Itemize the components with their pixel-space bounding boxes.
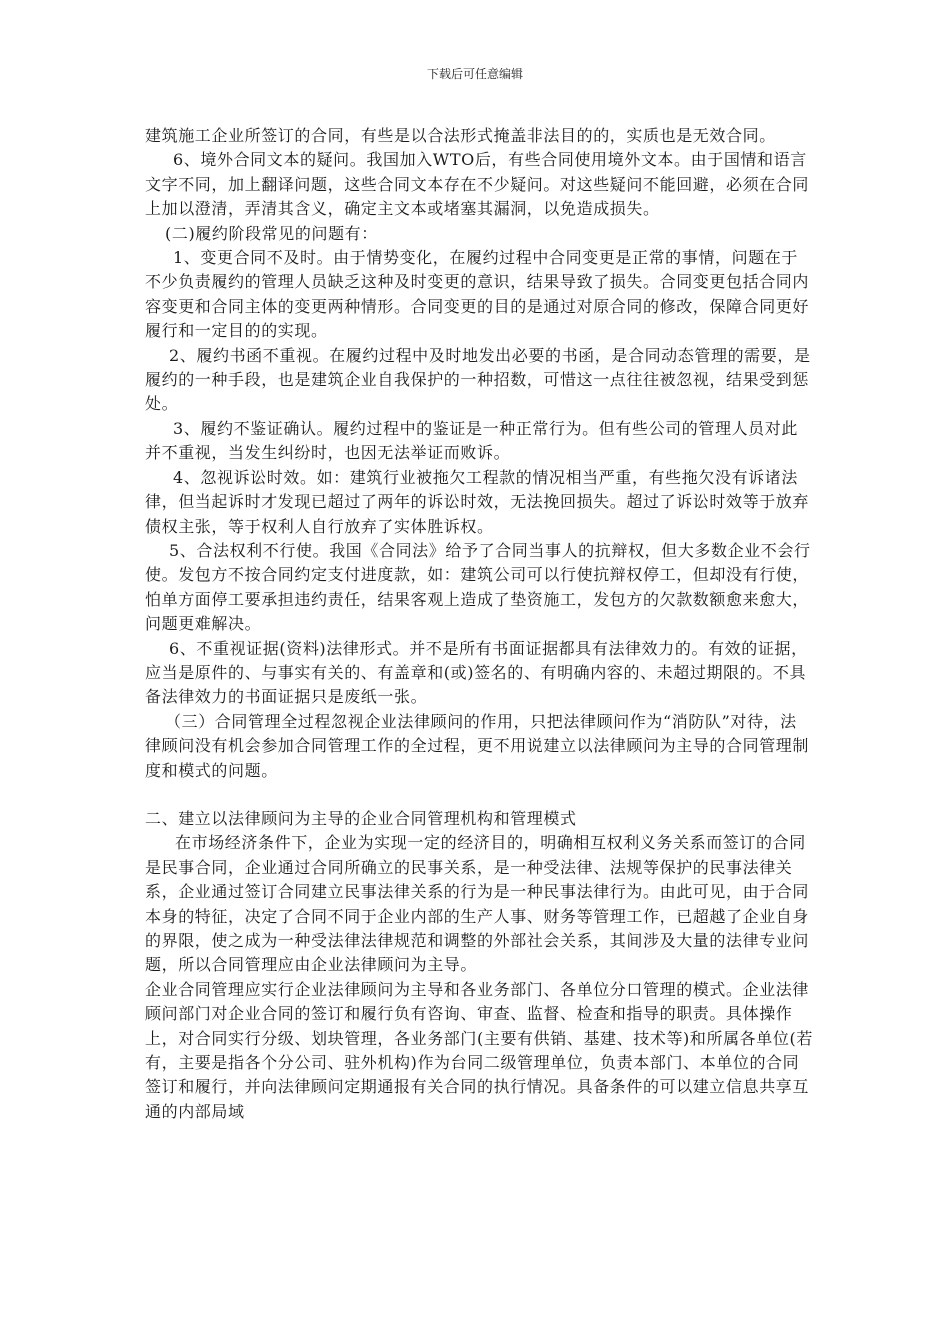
paragraph: 企业合同管理应实行企业法律顾问为主导和各业务部门、各单位分口管理的模式。企业法律顾问部门对企业合同的签订和履行负有咨询、审查、监督、检查和指导的职责。具体操作上，对合同实行分级、划块管理，各业务部门(主要有供销、基建、技术等)和所属各单位(若有，主要是指各个分公司、驻外机构)作为台同二级管理单位，负责本部门、本单位的合同签订和履行，并向法律顾问定期通报有关合同的执行情况。具备条件的可以建立信息共享互通的内部局域 bbox=[145, 979, 813, 1121]
chapter-heading: 二、建立以法律顾问为主导的企业合同管理机构和管理模式 bbox=[145, 808, 577, 828]
paragraph: 在市场经济条件下，企业为实现一定的经济目的，明确相互权利义务关系而签订的合同是民事合同，企业通过合同所确立的民事关系，是一种受法律、法规等保护的民事法律关系，企业通过签订合同建立民事法律关系的行为是一种民事法律行为。由此可见，由于合同本身的特征，决定了合同不同于企业内部的生产人事、财务等管理工作，已超越了企业自身的界限，使之成为一种受法律法律规范和调整的外部社会关系，其间涉及大量的法律专业问题，所以合同管理应由企业法律顾问为主导。 bbox=[145, 833, 810, 975]
document-body bbox=[145, 124, 813, 1124]
paragraph: 1、变更合同不及时。由于情势变化，在履约过程中合同变更是正常的事情，问题在于不少负责履约的管理人员缺乏这种及时变更的意识，结果导致了损失。合同变更包括合同内容变更和合同主体的变更两种情形。合同变更的目的是通过对原合同的修改，保障合同更好履行和一定目的的实现。 bbox=[145, 248, 810, 341]
paragraph: 建筑施工企业所签订的合同，有些是以合法形式掩盖非法目的的，实质也是无效合同。 bbox=[145, 126, 776, 145]
paragraph: 2、履约书函不重视。在履约过程中及时地发出必要的书函，是合同动态管理的需要，是履约的一种手段，也是建筑企业自我保护的一种招数，可惜这一点往往被忽视，结果受到惩处。 bbox=[145, 345, 811, 414]
paragraph: 6、境外合同文本的疑问。我国加入WTO后，有些合同使用境外文本。由于国情和语言文字不同，加上翻译问题，这些合同文本存在不少疑问。对这些疑问不能回避，必须在合同上加以澄清，弄清其含义，确定主文本或堵塞其漏洞，以免造成损失。 bbox=[145, 150, 810, 219]
paragraph: 6、不重视证据(资料)法律形式。并不是所有书面证据都具有法律效力的。有效的证据，应当是原件的、与事实有关的、有盖章和(或)签名的、有明确内容的、未超过期限的。不具备法律效力的书面证据只是废纸一张。 bbox=[145, 638, 808, 707]
paragraph: 5、合法权利不行使。我国《合同法》给予了合同当事人的抗辩权，但大多数企业不会行使。发包方不按合同约定支付进度款，如：建筑公司可以行使抗辩权停工，但却没有行使，怕单方面停工要承担违约责任，结果客观上造成了垫资施工，发包方的欠款数额愈来愈大，问题更难解决。 bbox=[145, 540, 811, 634]
blank-line bbox=[145, 783, 813, 807]
paragraph: 4、忽视诉讼时效。如：建筑行业被拖欠工程款的情况相当严重，有些拖欠没有诉诸法律，但当起诉时才发现已超过了两年的诉讼时效，无法挽回损失。超过了诉讼时效等于放弃债权主张，等于权利人自行放弃了实体胜诉权。 bbox=[145, 467, 810, 536]
section-heading: （三）合同管理全过程忽视企业法律顾问的作用，只把法律顾问作为“消防队”对待，法律顾问没有机会参加合同管理工作的全过程，更不用说建立以法律顾问为主导的合同管理制度和模式的问题。 bbox=[145, 711, 810, 780]
page-header: 下载后可任意编辑 bbox=[426, 67, 523, 81]
section-heading: (二)履约阶段常见的问题有： bbox=[165, 223, 378, 243]
paragraph: 3、履约不鉴证确认。履约过程中的鉴证是一种正常行为。但有些公司的管理人员对此并不重视，当发生纠纷时，也因无法举证而败诉。 bbox=[145, 418, 798, 463]
